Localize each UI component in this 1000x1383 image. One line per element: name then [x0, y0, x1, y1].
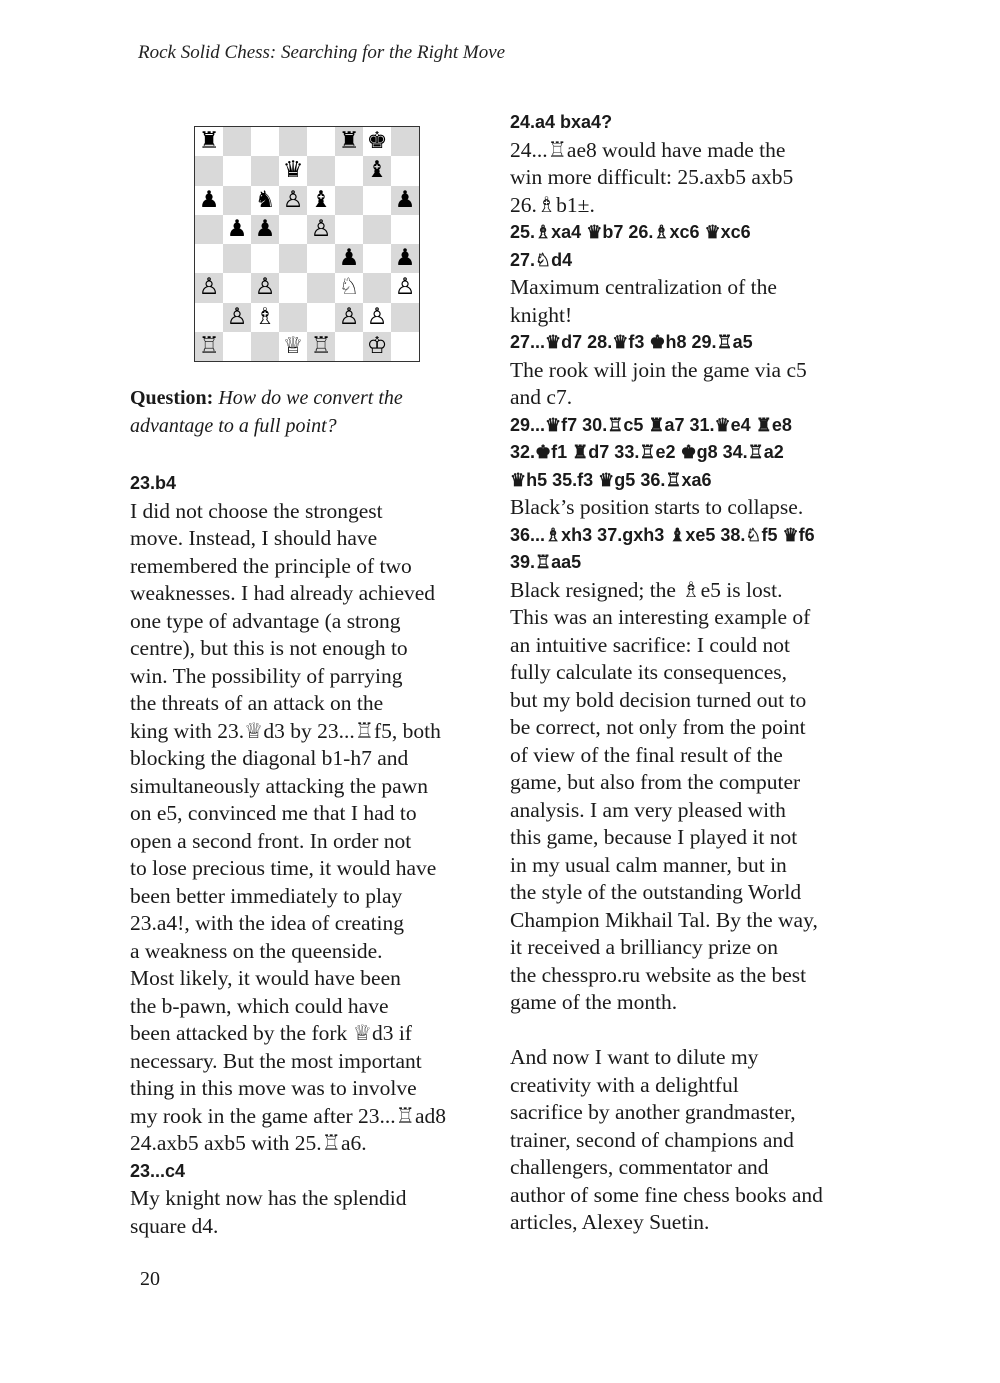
text-line: fully calculate its consequences,: [510, 660, 788, 684]
text-line: centre), but this is not enough to: [130, 636, 408, 660]
text-line: Champion Mikhail Tal. By the way,: [510, 907, 818, 932]
move-line: 32.♚f1 ♜d7 33.♖e2 ♚g8 34.♖a2: [510, 442, 784, 462]
board-square: [251, 127, 279, 156]
text-line: win. The possibility of parrying: [130, 663, 403, 688]
board-square: ♜: [335, 127, 363, 156]
board-square: [335, 215, 363, 244]
board-square: [363, 215, 391, 244]
text-line: win more difficult: 25.axb5 axb5: [510, 165, 794, 189]
question-text: How do we convert the advantage to a full point?: [130, 387, 403, 437]
text-line: knight!: [510, 302, 573, 327]
text-line: analysis. I am very pleased with: [510, 797, 786, 822]
running-header: Rock Solid Chess: Searching for the Right Move: [138, 42, 506, 63]
board-square: ♙: [391, 273, 419, 302]
board-square: ♝: [363, 156, 391, 185]
board-square: [251, 244, 279, 273]
text-line: necessary. But the most important: [130, 1048, 422, 1073]
board-square: [391, 127, 419, 156]
board-square: [251, 156, 279, 185]
chess-diagram: [194, 126, 420, 362]
text-line: and c7.: [510, 385, 573, 409]
board-square: [391, 156, 419, 185]
text-line: in my usual calm manner, but in: [510, 852, 787, 877]
text-line: 23.a4!, with the idea of creating: [130, 911, 405, 935]
text-line: And now I want to dilute my: [510, 1045, 759, 1069]
page-number: 20: [140, 1268, 160, 1290]
board-square: [307, 303, 335, 332]
commentary-paragraph: [510, 137, 880, 220]
text-line: blocking the diagonal b1-h7 and: [130, 746, 409, 770]
board-square: [223, 186, 251, 215]
text-line: I did not choose the strongest: [130, 498, 383, 523]
board-square: ♟: [251, 215, 279, 244]
board-square: ♟: [335, 244, 363, 273]
text-line: Maximum centralization of the: [510, 275, 777, 299]
board-square: ♔: [363, 332, 391, 361]
board-square: [307, 244, 335, 273]
move-line: 25.♗xa4 ♛b7 26.♗xc6 ♛xc6: [510, 222, 751, 242]
commentary-paragraph: [130, 498, 485, 1158]
move-heading: 23.b4: [130, 473, 177, 493]
move-line: 29...♛f7 30.♖c5 ♜a7 31.♛e4 ♜e8: [510, 414, 792, 435]
board-square: [251, 332, 279, 361]
text-line: one type of advantage (a strong: [130, 608, 401, 633]
move-block: [510, 412, 880, 495]
move-block: [510, 109, 880, 137]
text-line: king with 23.♕d3 by 23...♖f5, both: [130, 718, 441, 743]
question-block: [130, 384, 485, 440]
board-square: ♟: [223, 215, 251, 244]
board-square: ♙: [195, 273, 223, 302]
text-line: 24.axb5 axb5 with 25.♖a6.: [130, 1131, 367, 1155]
text-line: open a second front. In order not: [130, 828, 412, 853]
text-line: this game, because I played it not: [510, 825, 798, 849]
board-square: ♙: [363, 303, 391, 332]
board-square: ♙: [251, 273, 279, 302]
board-square: [363, 186, 391, 215]
text-line: remembered the principle of two: [130, 553, 412, 578]
text-line: Black’s position starts to collapse.: [510, 495, 804, 519]
text-line: but my bold decision turned out to: [510, 687, 807, 712]
board-square: ♝: [307, 186, 335, 215]
board-square: [335, 332, 363, 361]
text-line: sacrifice by another grandmaster,: [510, 1100, 796, 1124]
text-line: square d4.: [130, 1213, 219, 1238]
text-line: 24...♖ae8 would have made the: [510, 137, 786, 162]
board-square: [195, 215, 223, 244]
board-square: [223, 156, 251, 185]
board-square: ♞: [251, 186, 279, 215]
move-line: 27...♛d7 28.♛f3 ♚h8 29.♖a5: [510, 332, 753, 352]
text-line: the chesspro.ru website as the best: [510, 962, 807, 987]
text-line: move. Instead, I should have: [130, 526, 378, 550]
text-line: This was an interesting example of: [510, 605, 811, 629]
board-square: [335, 186, 363, 215]
move-block: [510, 522, 880, 577]
board-square: ♙: [307, 215, 335, 244]
right-column: [510, 109, 880, 1237]
board-square: [391, 332, 419, 361]
commentary-paragraph: [510, 1044, 880, 1237]
commentary-paragraph: [510, 577, 880, 1017]
move-block: [510, 219, 880, 274]
board-square: [223, 273, 251, 302]
text-line: be correct, not only from the point: [510, 715, 806, 739]
board-square: ♙: [223, 303, 251, 332]
board-square: [307, 156, 335, 185]
paragraph-gap: [510, 1017, 880, 1045]
board-square: ♟: [195, 186, 223, 215]
text-line: the threats of an attack on the: [130, 691, 384, 715]
board-square: ♛: [279, 156, 307, 185]
text-line: of view of the final result of the: [510, 742, 783, 767]
board-square: [307, 273, 335, 302]
text-line: the b-pawn, which could have: [130, 993, 389, 1018]
text-line: it received a brilliancy prize on: [510, 935, 779, 959]
board-square: [335, 156, 363, 185]
board-square: ♙: [279, 186, 307, 215]
board-square: ♚: [363, 127, 391, 156]
commentary-paragraph: [130, 1185, 485, 1240]
text-line: the style of the outstanding World: [510, 880, 802, 904]
move-line: ♛h5 35.f3 ♛g5 36.♖xa6: [510, 469, 712, 490]
move-block: [510, 329, 880, 357]
board-square: [279, 127, 307, 156]
board-square: [195, 303, 223, 332]
text-line: trainer, second of champions and: [510, 1127, 794, 1152]
text-line: author of some fine chess books and: [510, 1182, 823, 1207]
text-line: on e5, convinced me that I had to: [130, 801, 417, 825]
text-line: simultaneously attacking the pawn: [130, 773, 428, 798]
board-square: [391, 303, 419, 332]
board-square: [307, 127, 335, 156]
board-square: [195, 156, 223, 185]
move-line: 24.a4 bxa4?: [510, 112, 613, 132]
commentary-paragraph: [510, 494, 880, 522]
board-square: [279, 273, 307, 302]
board-square: [279, 215, 307, 244]
text-line: weaknesses. I had already achieved: [130, 581, 436, 605]
text-line: creativity with a delightful: [510, 1072, 739, 1097]
board-square: [223, 332, 251, 361]
board-square: [223, 127, 251, 156]
commentary-paragraph: [510, 274, 880, 329]
left-column: [130, 470, 485, 1240]
text-line: challengers, commentator and: [510, 1155, 769, 1179]
board-square: ♖: [195, 332, 223, 361]
move-line: 27.♘d4: [510, 249, 573, 270]
text-line: been attacked by the fork ♕d3 if: [130, 1021, 412, 1045]
board-square: ♘: [335, 273, 363, 302]
text-line: my rook in the game after 23...♖ad8: [130, 1103, 447, 1128]
text-line: The rook will join the game via c5: [510, 357, 807, 382]
board-square: ♜: [195, 127, 223, 156]
board-square: ♟: [391, 186, 419, 215]
board-square: ♗: [251, 303, 279, 332]
text-line: 26.♗b1±.: [510, 192, 595, 217]
text-line: an intuitive sacrifice: I could not: [510, 632, 791, 657]
move-line: 39.♖aa5: [510, 552, 582, 572]
text-line: thing in this move was to involve: [130, 1076, 417, 1100]
board-square: ♙: [335, 303, 363, 332]
board-square: [279, 244, 307, 273]
board-square: [363, 273, 391, 302]
move-heading: 23...c4: [130, 1160, 186, 1181]
text-line: game of the month.: [510, 990, 678, 1014]
move-line: 36...♗xh3 37.gxh3 ♝xe5 38.♘f5 ♛f6: [510, 524, 815, 545]
text-line: to lose precious time, it would have: [130, 856, 437, 880]
text-line: My knight now has the splendid: [130, 1186, 407, 1210]
board-square: [363, 244, 391, 273]
board-square: ♕: [279, 332, 307, 361]
board-square: [195, 244, 223, 273]
question-label: Question:: [130, 387, 214, 409]
board-square: [391, 215, 419, 244]
text-line: a weakness on the queenside.: [130, 938, 383, 963]
text-line: Black resigned; the ♗e5 is lost.: [510, 577, 783, 602]
text-line: game, but also from the computer: [510, 770, 801, 794]
board-square: ♖: [307, 332, 335, 361]
board-square: [223, 244, 251, 273]
board-square: [279, 303, 307, 332]
board-square: ♟: [391, 244, 419, 273]
text-line: been better immediately to play: [130, 883, 403, 908]
text-line: articles, Alexey Suetin.: [510, 1210, 710, 1234]
commentary-paragraph: [510, 357, 880, 412]
text-line: Most likely, it would have been: [130, 966, 401, 990]
